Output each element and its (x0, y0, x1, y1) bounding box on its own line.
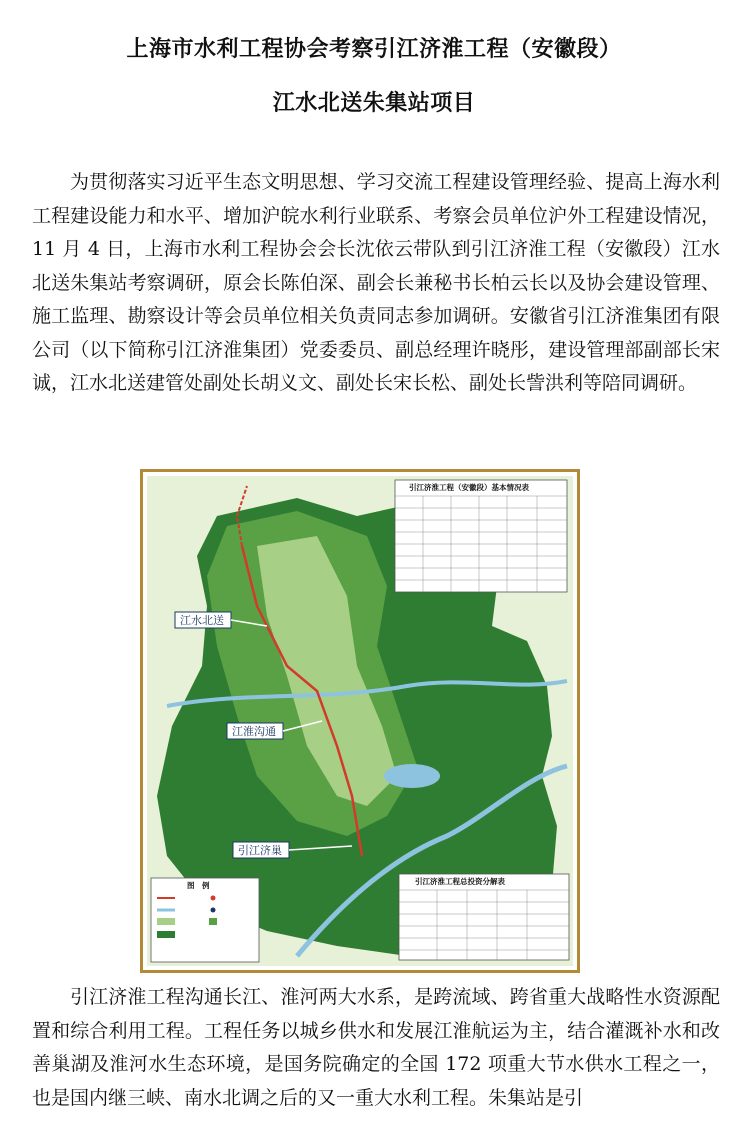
callout-canal: 江淮沟通 (232, 725, 276, 738)
legend-title: 图 例 (187, 881, 210, 890)
project-map (140, 469, 580, 973)
page-title: 上海市水利工程协会考察引江济淮工程（安徽段） (126, 37, 622, 62)
info-table-bottom-title: 引江济淮工程总投资分解表 (415, 877, 505, 886)
intro-paragraph: 为贯彻落实习近平生态文明思想、学习交流工程建设管理经验、提高上海水利工程建设能力和水平、增加沪皖水利行业联系、考察会员单位沪外工程建设情况，11 月 4 日，上海市水利工程协会会长沈依云带队到引江济淮工程（安徽段）江水北送朱集站考察调研，原会长陈伯深、副会长兼秘书长柏云长以及协会建设管理、施工监理、勘察设计等会员单位相关负责同志参加调研。安徽省引江济淮集团有限公司（以下简称引江济淮集团）党委委员、副总经理许晓彤，建设管理部副部长宋诚，江水北送建管处副处长胡义文、副处长宋长松、副处长訾洪利等陪同调研。 (32, 171, 720, 394)
map-legend (151, 878, 259, 962)
body-paragraph: 引江济淮工程沟通长江、淮河两大水系，是跨流域、跨省重大战略性水资源配置和综合利用工程。工程任务以城乡供水和发展江淮航运为主，结合灌溉补水和改善巢湖及淮河水生态环境，是国务院确定的全国 172 项重大节水供水工程之一，也是国内继三峡、南水北调之后的又一重大水利工程。朱集站是引 (32, 986, 720, 1109)
map-illustration (147, 476, 573, 966)
page-subtitle: 江水北送朱集站项目 (272, 91, 476, 116)
info-table-top (395, 480, 567, 592)
callout-south: 引江济巢 (238, 844, 282, 857)
info-table-bottom (399, 874, 569, 960)
chaohu-lake (384, 764, 440, 788)
info-table-top-title: 引江济淮工程（安徽段）基本情况表 (409, 483, 529, 492)
callout-north: 江水北送 (180, 614, 224, 627)
